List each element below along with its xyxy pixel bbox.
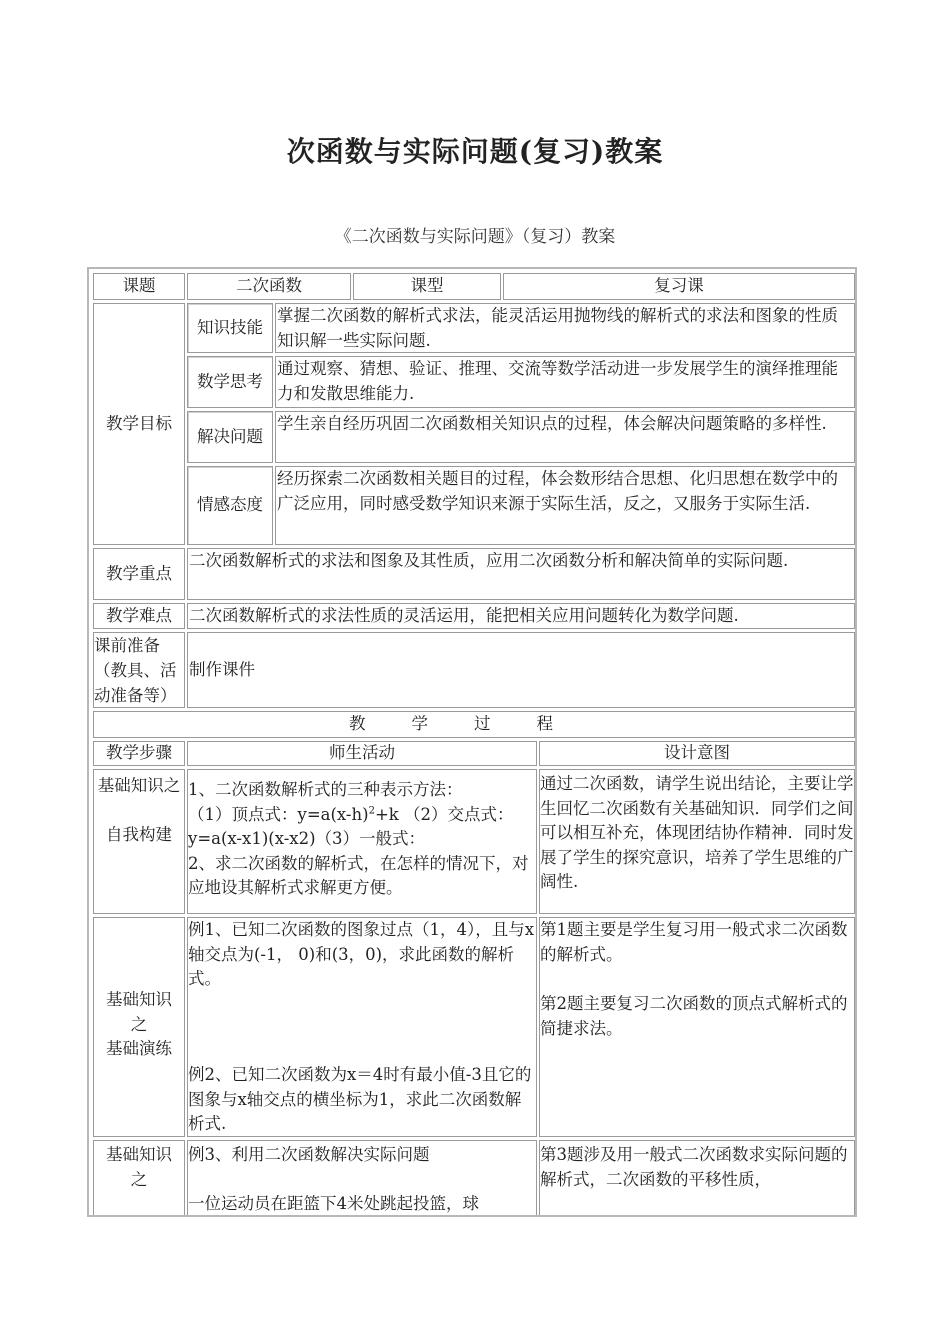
- type-label: 课型: [353, 273, 501, 300]
- goal-label-thinking: 数学思考: [187, 356, 273, 408]
- intent-2-part-2: 第2题主要复习二次函数的顶点式解析式的简捷求法。: [540, 994, 848, 1038]
- process-step-1: [93, 769, 185, 914]
- key-points-label: 教学重点: [93, 548, 185, 600]
- goal-label-knowledge: 知识技能: [187, 303, 273, 353]
- intent-2-part-1: 第1题主要是学生复习用一般式求二次函数的解析式。: [540, 920, 848, 964]
- process-step-3-text: 基础知识 之: [106, 1145, 172, 1189]
- topic-label: 课题: [93, 273, 185, 300]
- difficulties-text: 二次函数解析式的求法性质的灵活运用，能把相关应用问题转化为数学问题.: [187, 603, 855, 629]
- lesson-plan-table: [87, 267, 857, 1217]
- activity-1-line-4: 2、求二次函数的解析式，在怎样的情况下，对应地设其解析式求解更方便。: [188, 853, 529, 897]
- vertex-form-exponent: 2: [368, 805, 375, 816]
- intersection-form-text: +k （2）交点式：: [374, 804, 514, 824]
- process-step-1-text: 基础知识之 自我构建: [97, 776, 181, 844]
- example-3-body: 一位运动员在距篮下4米处跳起投篮，球: [188, 1194, 479, 1213]
- process-activity-1: [187, 769, 537, 914]
- goal-label-problem: 解决问题: [187, 411, 273, 463]
- activity-1-line-3: y=a(x-x1)(x-x2)（3）一般式：: [188, 829, 426, 848]
- activity-1-line-2: [188, 803, 536, 828]
- goals-label: 教学目标: [93, 303, 185, 545]
- topic-value: 二次函数: [187, 273, 351, 300]
- process-intent-2: [539, 917, 855, 1137]
- key-points-text: 二次函数解析式的求法和图象及其性质，应用二次函数分析和解决简单的实际问题.: [187, 548, 855, 600]
- preparation-label: 课前准备（教具、活动准备等）: [93, 632, 185, 708]
- process-heading-text: 教学过程: [349, 714, 599, 734]
- process-heading: [93, 711, 855, 738]
- document-subtitle: 《二次函数与实际问题》（复习）教案: [334, 227, 616, 247]
- goal-text-knowledge: 掌握二次函数的解析式求法，能灵活运用抛物线的解析式的求法和图象的性质知识解一些实际问题.: [275, 303, 855, 353]
- process-activity-3: [187, 1140, 537, 1217]
- column-header-activity: 师生活动: [187, 741, 537, 766]
- column-header-step: 教学步骤: [93, 741, 185, 766]
- process-step-2: [93, 917, 185, 1137]
- goal-text-problem: 学生亲自经历巩固二次函数相关知识点的过程，体会解决问题策略的多样性.: [275, 411, 855, 463]
- example-3-title: 例3、利用二次函数解决实际问题: [188, 1145, 430, 1164]
- goal-label-attitude: 情感态度: [187, 466, 273, 545]
- process-intent-3: 第3题涉及用一般式二次函数求实际问题的解析式，二次函数的平移性质，: [539, 1140, 855, 1217]
- process-activity-2: [187, 917, 537, 1137]
- activity-1-line-1: 1、二次函数解析式的三种表示方法：: [188, 780, 463, 799]
- column-header-intent: 设计意图: [539, 741, 855, 766]
- vertex-form-text: （1）顶点式：y=a(x-h): [188, 804, 369, 824]
- document-title: 次函数与实际问题(复习)教案: [286, 135, 664, 168]
- goal-text-attitude: 经历探索二次函数相关题目的过程，体会数形结合思想、化归思想在数学中的广泛应用，同时感受数学知识来源于实际生活，反之，又服务于实际生活.: [275, 466, 855, 545]
- type-value: 复习课: [503, 273, 855, 300]
- preparation-text: 制作课件: [187, 632, 855, 708]
- process-intent-1: 通过二次函数，请学生说出结论，主要让学生回忆二次函数有关基础知识．同学们之间可以相互补充，体现团结协作精神．同时发展了学生的探究意识，培养了学生思维的广阔性.: [539, 769, 855, 914]
- example-2-text: 例2、已知二次函数为x＝4时有最小值-3且它的图象与x轴交点的横坐标为1，求此二次函数解析式.: [188, 1065, 532, 1133]
- difficulties-label: 教学难点: [93, 603, 185, 629]
- goal-text-thinking: 通过观察、猜想、验证、推理、交流等数学活动进一步发展学生的演绎推理能力和发散思维能力.: [275, 356, 855, 408]
- process-step-2-text: 基础知识 之 基础演练: [106, 990, 172, 1058]
- example-1-text: 例1、已知二次函数的图象过点（1，4），且与x轴交点为(-1， 0)和(3，0)，求此函数的解析式。: [188, 920, 535, 988]
- process-step-3: [93, 1140, 185, 1217]
